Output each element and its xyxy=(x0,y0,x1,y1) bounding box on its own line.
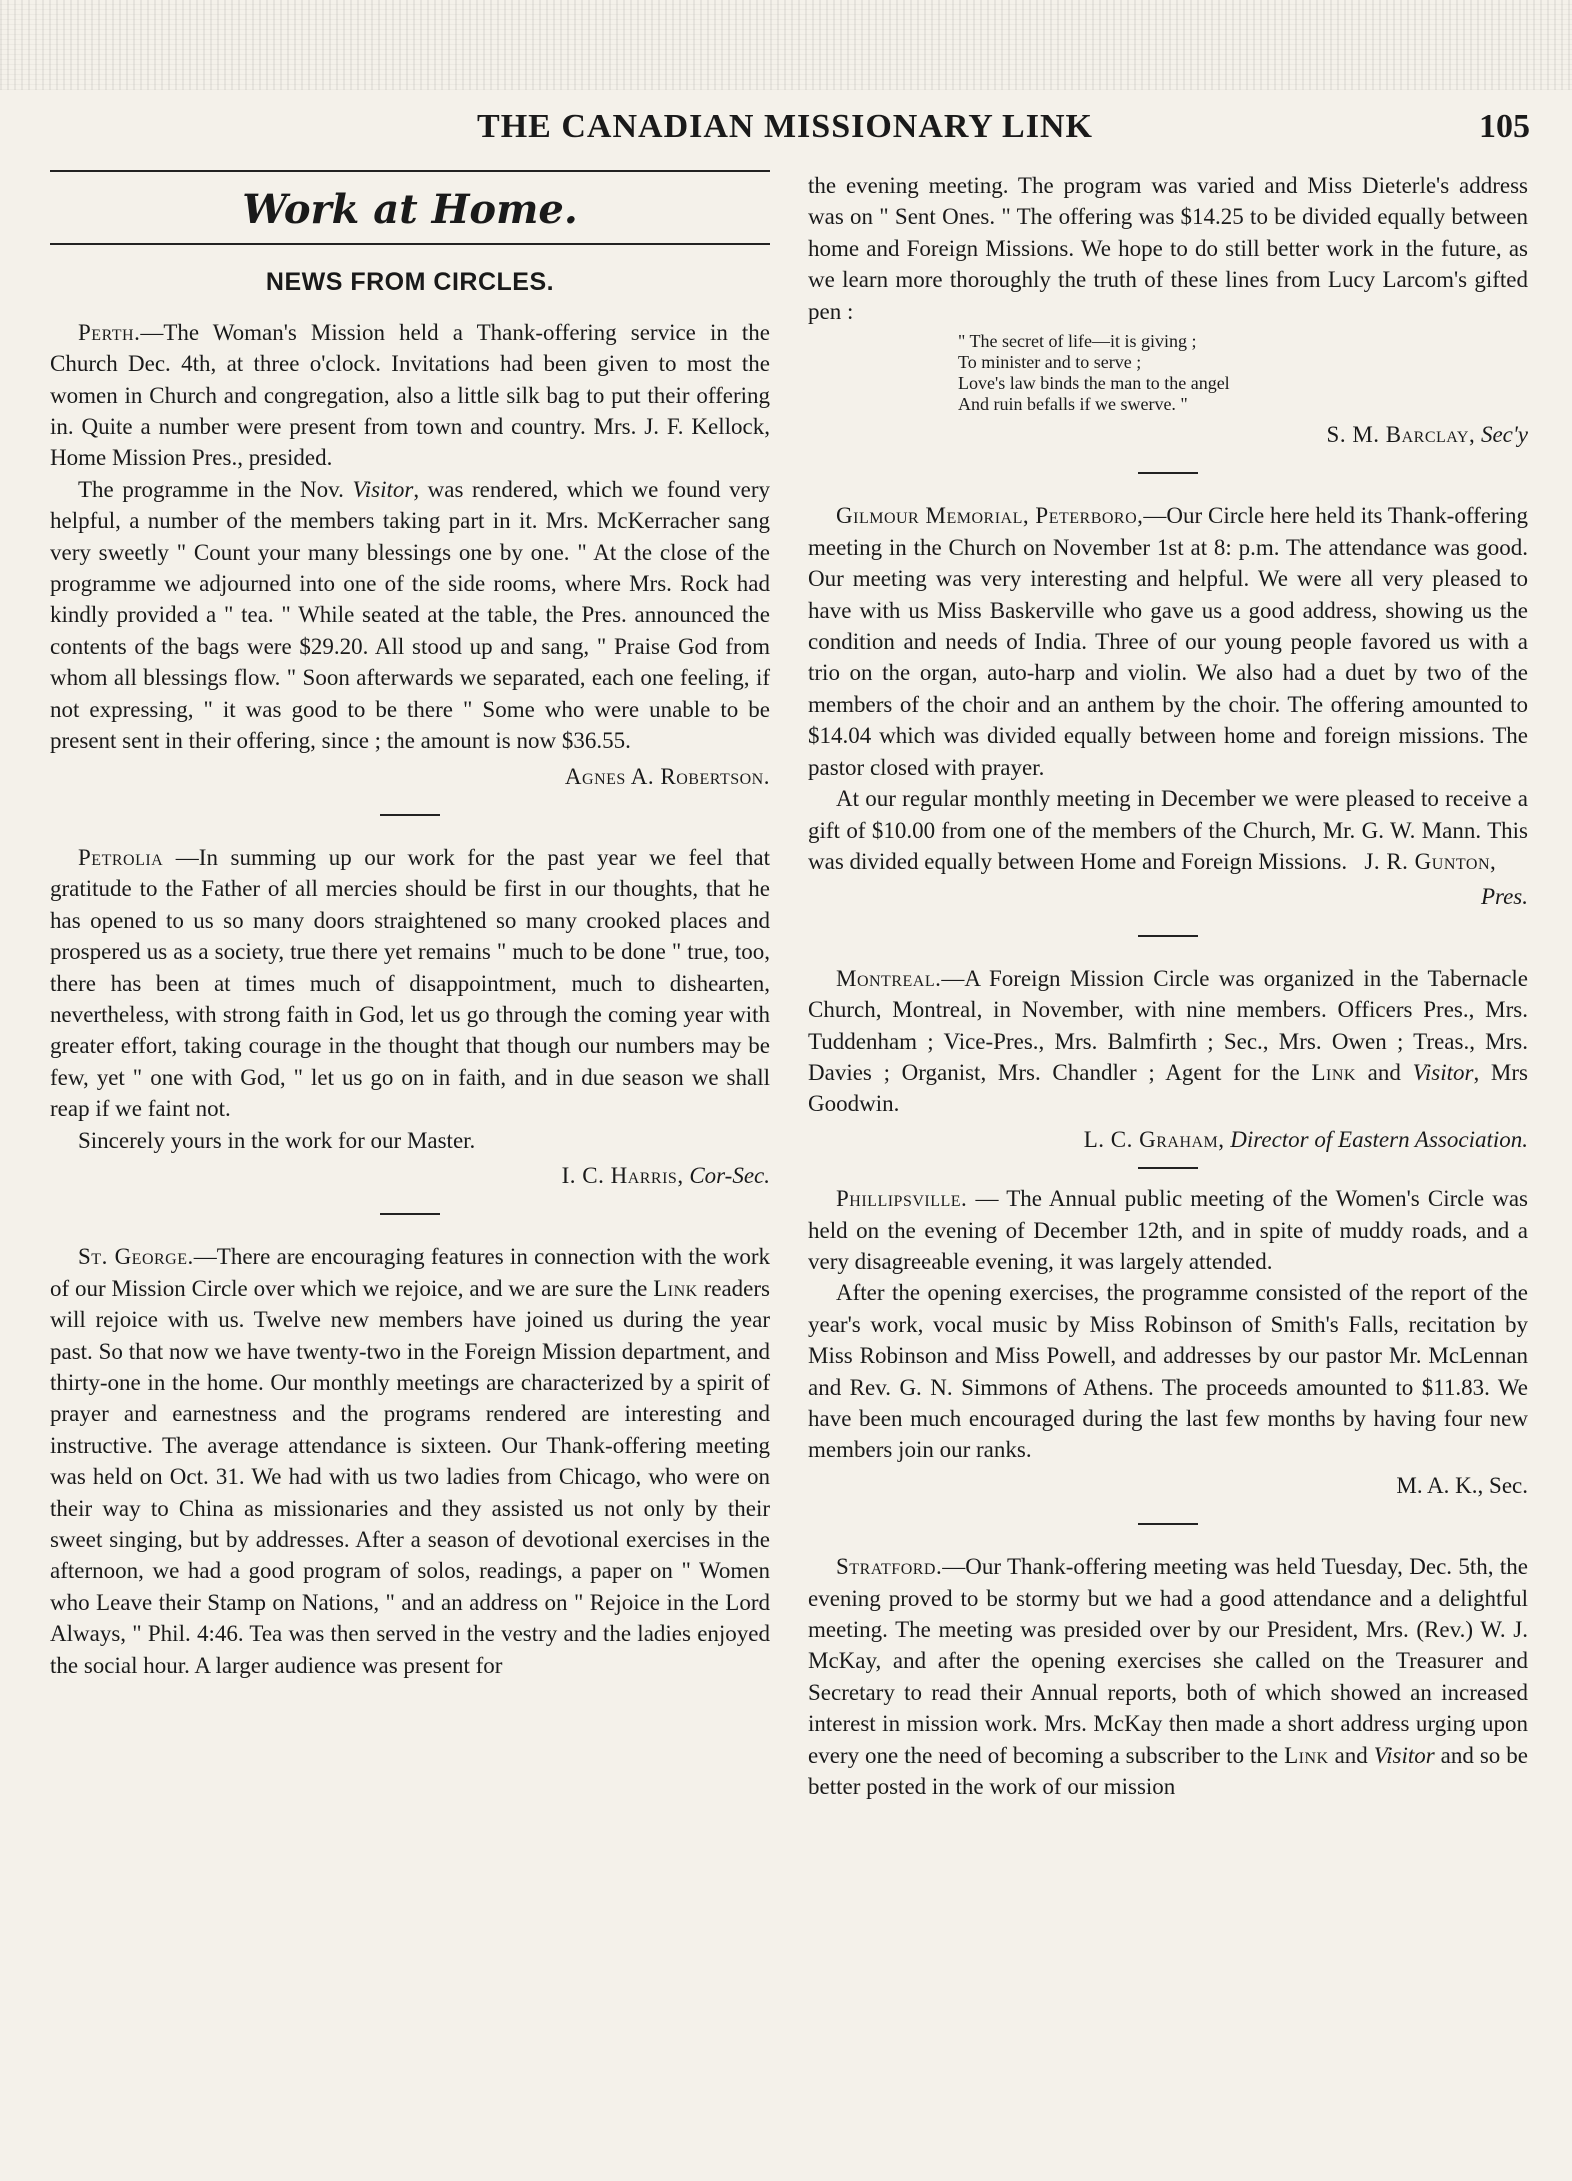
montreal-visitor: Visitor xyxy=(1412,1059,1474,1085)
gilmour-signature-title: Pres. xyxy=(1480,884,1528,910)
gilmour-signature-name: J. R. Gunton, xyxy=(1364,848,1497,874)
print-noise-band xyxy=(0,0,1572,90)
column-right xyxy=(808,170,1528,1802)
gilmour-paragraph-2 xyxy=(808,783,1528,877)
section-subheading: NEWS FROM CIRCLES. xyxy=(265,268,555,297)
petrolia-signature-name: I. C. Harris, xyxy=(561,1162,684,1188)
separator xyxy=(1138,472,1198,474)
gilmour-paragraph-1 xyxy=(808,500,1528,783)
st-george-signature-name: S. M. Barclay, xyxy=(1326,422,1476,448)
page-number: 105 xyxy=(1479,108,1530,145)
montreal-signature xyxy=(808,1124,1528,1155)
st-george-text-1b: readers will rejoice with us. Twelve new members have joined us during the year past. So that now we have twenty-two in the Foreign Mission department, and thirty-one in the home. Our monthly meetings are characterized by a spirit of prayer and earnestness and the programs rendered are interesting and instructive. The average attendance is sixteen. Our Thank-offering meeting was held on Oct. 31. We had with us two ladies from Chicago, who were on their way to China as missionaries and they assisted us not only by their sweet singing, but by addresses. After a season of devotional exercises in the afternoon, we had a good program of solos, readings, a paper on " Women who Leave their Stamp on Nations, " and an address on " Rejoice in the Lord Always, " Phil. 4:46. Tea was then served in the vestry and the ladies enjoyed the social hour. A larger audience was present for xyxy=(50,1275,770,1678)
poem-line: Love's law binds the man to the angel xyxy=(958,373,1230,394)
st-george-signature xyxy=(808,419,1528,450)
page-header xyxy=(40,108,1530,154)
montreal-text-1b: , Mrs Goodwin. xyxy=(808,1059,1528,1117)
phillipsville-paragraph-2 xyxy=(808,1277,1528,1465)
petrolia-paragraph-2 xyxy=(50,1125,770,1156)
poem xyxy=(958,331,1528,415)
stratford-visitor: Visitor xyxy=(1373,1742,1435,1768)
separator xyxy=(1138,1523,1198,1525)
montreal-place: Montreal. xyxy=(836,965,942,991)
stratford-text-1a: —Our Thank-offering meeting was held Tuesday, Dec. 5th, the evening proved to be stormy but we had a good attendance and a delightful meeting. The meeting was presided over by our President, Mrs. (Rev.) W. J. McKay, and after the opening exercises she called on the Treasurer and Secretary to read their Annual reports, both of which showed an increased interest in mission work. Mrs. McKay then made a short address urging upon every one the need of becoming a subscriber to the xyxy=(808,1554,1528,1768)
phillipsville-text-1: — The Annual public meeting of the Women's Circle was held on the evening of December 12th, and in spite of muddy roads, and a very disagreeable evening, it was largely attended. xyxy=(808,1186,1528,1274)
perth-text-1: —The Woman's Mission held a Thank-offering service in the Church Dec. 4th, at three o'clock. Invitations had been given to most the women in Church and congregation, also a little silk bag to put their offering in. Quite a number were present from town and country. Mrs. J. F. Kellock, Home Mission Pres., presided. xyxy=(50,319,770,471)
montreal-link: Link xyxy=(1311,1059,1356,1085)
perth-text-2b: , was rendered, which we found very helpful, a number of the members taking part in it. Mrs. McKerracher sang very sweetly " Count your many blessings one by one. " At the close of the programme we adjourned into one of the side rooms, where Mrs. Rock had kindly provided a " tea. " While seated at the table, the Pres. announced the contents of the bags were $29.20. All stood up and sang, " Praise God from whom all blessings flow. " Soon afterwards we separated, each one feeling, if not expressing, " it was good to be there " Some who were unable to be present sent in their offering, since ; the amount is now $36.55. xyxy=(50,476,770,754)
st-george-paragraph-1 xyxy=(50,1241,770,1681)
petrolia-signature-title: Cor-Sec. xyxy=(689,1162,770,1188)
montreal-signature-name: L. C. Graham, xyxy=(1083,1126,1225,1152)
stratford-place: Stratford. xyxy=(836,1554,943,1580)
phillipsville-signature: M. A. K., Sec. xyxy=(1396,1472,1528,1498)
separator xyxy=(380,814,440,816)
perth-text-2a: The programme in the Nov. xyxy=(78,476,353,502)
st-george-signature-title: Sec'y xyxy=(1480,422,1528,448)
separator xyxy=(1138,1167,1198,1169)
perth-paragraph-1 xyxy=(50,317,770,474)
separator xyxy=(1138,935,1198,937)
phillipsville-paragraph-1 xyxy=(808,1183,1528,1277)
stratford-link: Link xyxy=(1284,1742,1329,1768)
poem-line: " The secret of life—it is giving ; xyxy=(958,331,1197,352)
gilmour-place: Gilmour Memorial, Peterboro, xyxy=(836,503,1144,529)
separator xyxy=(380,1213,440,1215)
poem-line: And ruin befalls if we swerve. " xyxy=(958,394,1188,415)
stratford-text-1b: and so be better posted in the work of our mission xyxy=(808,1742,1528,1800)
phillipsville-place: Phillipsville. xyxy=(836,1186,968,1212)
column-left xyxy=(50,170,770,1681)
perth-signature: Agnes A. Robertson. xyxy=(564,763,770,789)
montreal-text-1a: —A Foreign Mission Circle was organized in the Tabernacle Church, Montreal, in November, with nine members. Officers Pres., Mrs. Tuddenham ; Vice-Pres., Mrs. Balmfirth ; Sec., Mrs. Owen ; Treas., Mrs. Davies ; Organist, Mrs. Chandler ; Agent for the xyxy=(808,965,1528,1085)
montreal-paragraph-1 xyxy=(808,963,1528,1120)
petrolia-paragraph-1 xyxy=(50,842,770,1125)
montreal-and: and xyxy=(1355,1059,1413,1085)
petrolia-signature xyxy=(50,1160,770,1191)
section-rule-top xyxy=(50,170,770,172)
poem-line: To minister and to serve ; xyxy=(958,352,1142,373)
section-rule-bottom xyxy=(50,243,770,245)
perth-paragraph-2 xyxy=(50,474,770,757)
publication-title: THE CANADIAN MISSIONARY LINK xyxy=(477,108,1093,145)
perth-place: Perth. xyxy=(78,319,141,345)
phillipsville-text-2: After the opening exercises, the programme consisted of the report of the year's work, vocal music by Miss Robinson of Smith's Falls, recitation by Miss Robinson and Miss Powell, and addresses by our pastor Mr. McLennan and Rev. G. N. Simmons of Athens. The proceeds amounted to $11.83. We have been much encouraged during the last few months by having four new members join our ranks. xyxy=(808,1280,1528,1463)
montreal-signature-title: Director of Eastern Association. xyxy=(1230,1126,1528,1152)
stratford-paragraph-1 xyxy=(808,1551,1528,1802)
petrolia-place: Petrolia xyxy=(78,844,164,870)
st-george-place: St. George. xyxy=(78,1244,194,1270)
stratford-and: and xyxy=(1328,1742,1374,1768)
petrolia-text-2: Sincerely yours in the work for our Master. xyxy=(78,1127,476,1153)
gilmour-signature xyxy=(808,881,1528,912)
st-george-link: Link xyxy=(653,1275,698,1301)
petrolia-text-1: —In summing up our work for the past year we feel that gratitude to the Father of all mercies should be first in our thoughts, that he has opened to us so many doors straightened so many crooked places and prospered us as a society, true there yet remains " much to be done " true, too, there has been at times much of disappointment, much to dishearten, nevertheless, with strong faith in God, let us go through the coming year with greater effort, taking courage in the thought that though our numbers may be few, yet " one with God, " let us go on in faith, and in due season we shall reap if we faint not. xyxy=(50,844,770,1122)
gilmour-text-2: At our regular monthly meeting in December we were pleased to receive a gift of $10.00 from one of the members of the Church, Mr. G. W. Mann. This was divided equally between Home and Foreign Missions. xyxy=(808,786,1528,874)
gilmour-text-1: —Our Circle here held its Thank-offering meeting in the Church on November 1st at 8: p.m. The attendance was good. Our meeting was very interesting and helpful. We were all very pleased to have with us Miss Baskerville who gave us a good address, showing us the condition and needs of India. Three of our young people favored us with a trio on the organ, auto-harp and violin. We also had a duet by two of the members of the choir and an anthem by the choir. The offering amounted to $14.04 which was divided equally between home and foreign missions. The pastor closed with prayer. xyxy=(808,503,1528,780)
perth-visitor: Visitor xyxy=(352,476,414,502)
section-title: Work at Home. xyxy=(242,186,578,233)
st-george-text-1a: —There are encouraging features in connection with the work of our Mission Circle over which we rejoice, and we are sure the xyxy=(50,1244,770,1301)
st-george-paragraph-2: the evening meeting. The program was varied and Miss Dieterle's address was on " Sent Ones. " The offering was $14.25 to be divided equally between home and Foreign Missions. We hope to do still better work in the future, as we learn more thoroughly the truth of these lines from Lucy Larcom's gifted pen : xyxy=(808,173,1528,324)
